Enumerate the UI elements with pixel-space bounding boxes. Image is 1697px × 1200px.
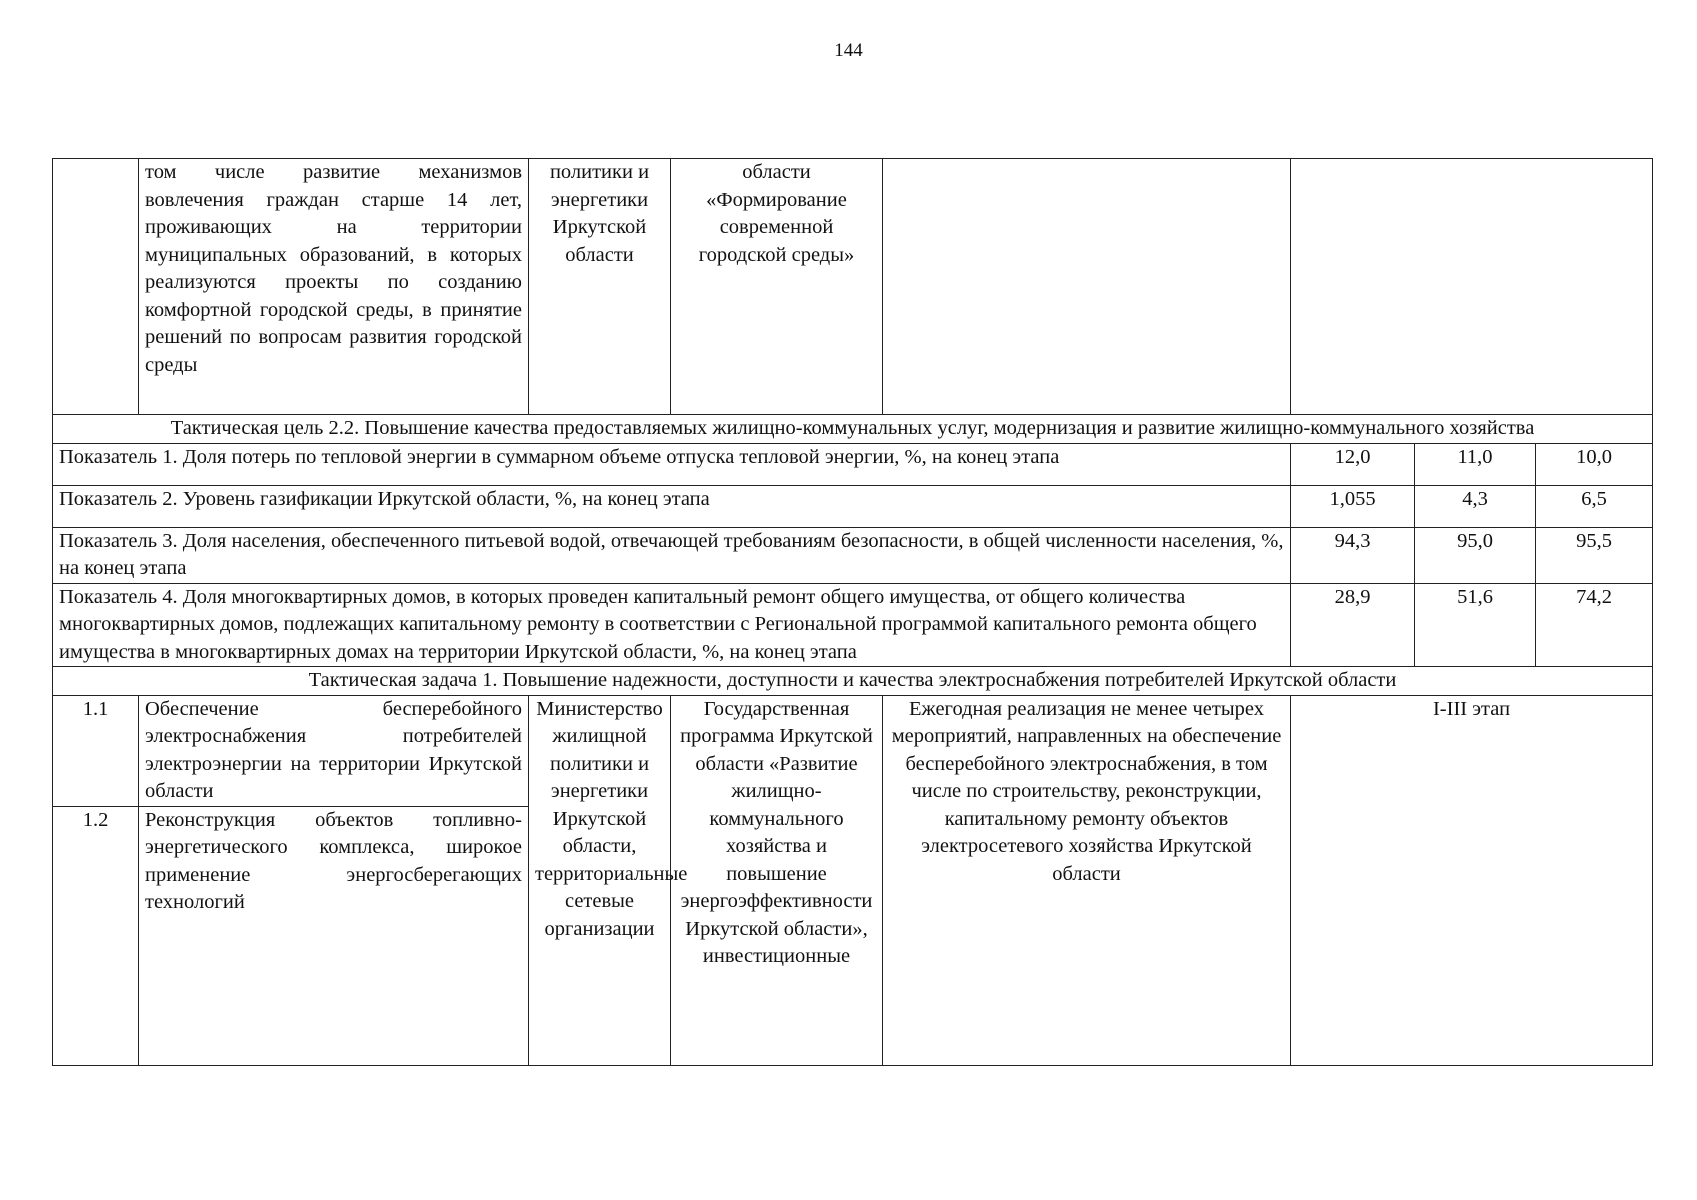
indicator-value-stage2: 11,0 xyxy=(1415,443,1536,485)
page-number: 144 xyxy=(834,40,863,61)
indicator-text: Показатель 2. Уровень газификации Иркутской области, %, на конец этапа xyxy=(53,485,1291,527)
measure-name: Обеспечение бесперебойного электроснабжения потребителей электроэнергии на территории Иркутской области xyxy=(139,696,528,807)
measure-name-cell xyxy=(139,695,529,1065)
measures-row xyxy=(53,695,1653,1065)
strategy-table xyxy=(52,158,1653,1066)
indicator-value-stage3: 74,2 xyxy=(1536,583,1653,667)
continuation-measure-cell: том числе развитие механизмов вовлечения граждан старше 14 лет, проживающих на территории муниципальных образований, в которых реализуются проекты по созданию комфортной городской среды, в принятие решений по вопросам развития городской среды xyxy=(139,159,529,415)
measure-period: I-III этап xyxy=(1291,695,1653,1065)
indicator-row xyxy=(53,527,1653,583)
tactical-goal: Тактическая цель 2.2. Повышение качества предоставляемых жилищно-коммунальных услуг, модернизация и развитие жилищно-коммунального хозяйства xyxy=(53,415,1653,444)
continuation-program-cell: области «Формирование современной городской среды» xyxy=(671,159,883,415)
indicator-text: Показатель 1. Доля потерь по тепловой энергии в суммарном объеме отпуска тепловой энергии, %, на конец этапа xyxy=(53,443,1291,485)
continuation-result-cell xyxy=(883,159,1291,415)
tactical-task: Тактическая задача 1. Повышение надежности, доступности и качества электроснабжения потребителей Иркутской области xyxy=(53,667,1653,696)
measure-program: Государственная программа Иркутской области «Развитие жилищно-коммунального хозяйства и повышение энергоэффективности Иркутской области», инвестиционные xyxy=(671,695,883,1065)
indicator-value-stage1: 28,9 xyxy=(1291,583,1415,667)
continuation-row xyxy=(53,159,1653,415)
indicator-value-stage1: 94,3 xyxy=(1291,527,1415,583)
measure-num-cell xyxy=(53,695,139,1065)
continuation-executor-cell: политики и энергетики Иркутской области xyxy=(529,159,671,415)
continuation-period-cell xyxy=(1291,159,1653,415)
indicator-row xyxy=(53,443,1653,485)
measure-result: Ежегодная реализация не менее четырех мероприятий, направленных на обеспечение бесперебойного электроснабжения, в том числе по строительству, реконструкции, капитальному ремонту объектов электросетевого хозяйства Иркутской области xyxy=(883,695,1291,1065)
indicator-value-stage2: 51,6 xyxy=(1415,583,1536,667)
tactical-goal-row xyxy=(53,415,1653,444)
indicator-value-stage2: 95,0 xyxy=(1415,527,1536,583)
indicator-text: Показатель 3. Доля населения, обеспеченного питьевой водой, отвечающей требованиям безопасности, в общей численности населения, %, на конец этапа xyxy=(53,527,1291,583)
indicator-value-stage1: 1,055 xyxy=(1291,485,1415,527)
measure-num: 1.1 xyxy=(53,696,138,807)
indicator-value-stage2: 4,3 xyxy=(1415,485,1536,527)
indicator-text: Показатель 4. Доля многоквартирных домов, в которых проведен капитальный ремонт общего имущества, от общего количества многоквартирных домов, подлежащих капитальному ремонту в соответствии с Региональной программой капитального ремонта общего имущества в многоквартирных домах на территории Иркутской области, %, на конец этапа xyxy=(53,583,1291,667)
indicator-value-stage3: 10,0 xyxy=(1536,443,1653,485)
measure-executor: Министерство жилищной политики и энергетики Иркутской области, территориальные сетевые организации xyxy=(529,695,671,1065)
measure-num: 1.2 xyxy=(82,808,109,831)
measure-name: Реконструкция объектов топливно-энергетического комплекса, широкое применение энергосберегающих технологий xyxy=(145,808,522,913)
continuation-num-cell xyxy=(53,159,139,415)
indicator-row xyxy=(53,485,1653,527)
tactical-task-row xyxy=(53,667,1653,696)
indicator-value-stage3: 6,5 xyxy=(1536,485,1653,527)
indicator-row xyxy=(53,583,1653,667)
indicator-value-stage1: 12,0 xyxy=(1291,443,1415,485)
indicator-value-stage3: 95,5 xyxy=(1536,527,1653,583)
